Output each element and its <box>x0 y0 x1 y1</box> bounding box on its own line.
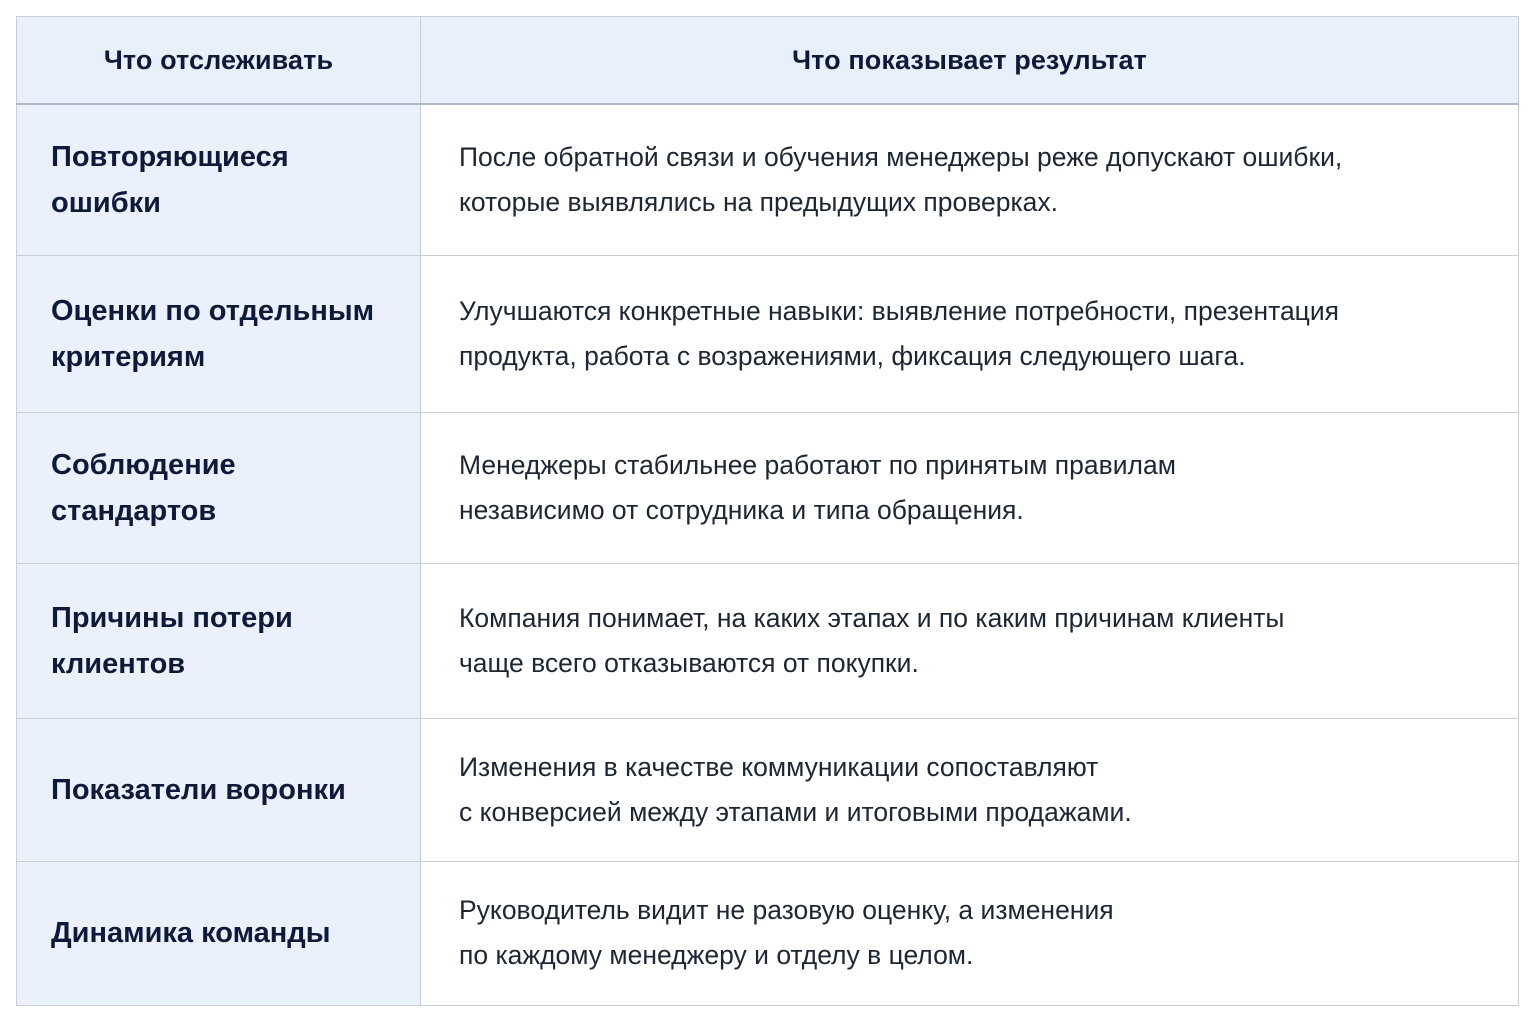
criterion-line: критериям <box>51 340 206 373</box>
criterion-line: ошибки <box>51 186 161 219</box>
result-line: Руководитель видит не разовую оценку, а изменения <box>459 895 1114 925</box>
table-row <box>17 412 1519 563</box>
result-line: После обратной связи и обучения менеджеры реже допускают ошибки, <box>459 141 1343 172</box>
result-cell <box>421 412 1519 563</box>
result-line: которые выявлялись на предыдущих проверках. <box>459 186 1058 217</box>
table-row <box>17 255 1519 412</box>
criterion-line: клиентов <box>51 647 186 680</box>
result-line: по каждому менеджеру и отделу в целом. <box>459 940 974 970</box>
criterion-line: Причины потери <box>51 601 293 634</box>
table-row <box>17 104 1519 255</box>
header-what-to-track: Что отслеживать <box>17 17 421 105</box>
criterion-cell <box>17 563 421 718</box>
table-row <box>17 563 1519 718</box>
result-line: чаще всего отказываются от покупки. <box>459 647 919 678</box>
criterion-cell <box>17 412 421 563</box>
criterion-cell <box>17 718 421 861</box>
criterion-line: стандартов <box>51 494 217 527</box>
result-line: с конверсией между этапами и итоговыми продажами. <box>459 796 1132 827</box>
table-header-row <box>17 17 1519 105</box>
header-what-result-shows: Что показывает результат <box>421 17 1519 105</box>
result-cell <box>421 255 1519 412</box>
table-row <box>17 718 1519 861</box>
result-cell <box>421 104 1519 255</box>
result-line: Компания понимает, на каких этапах и по каким причинам клиенты <box>459 602 1285 633</box>
result-line: независимо от сотрудника и типа обращения. <box>459 494 1024 525</box>
criterion-line: Соблюдение <box>51 448 236 481</box>
result-cell <box>421 563 1519 718</box>
criterion-line: Оценки по отдельным <box>51 294 375 327</box>
criterion-cell <box>17 104 421 255</box>
result-line: продукта, работа с возражениями, фиксация следующего шага. <box>459 340 1246 371</box>
criterion-line: Показатели воронки <box>51 773 346 806</box>
criterion-cell <box>17 255 421 412</box>
table-row <box>17 861 1519 1005</box>
result-line: Изменения в качестве коммуникации сопоставляют <box>459 751 1099 782</box>
result-line: Улучшаются конкретные навыки: выявление потребности, презентация <box>459 295 1340 326</box>
tracking-results-table <box>16 16 1519 1006</box>
result-line: Менеджеры стабильнее работают по принятым правилам <box>459 449 1176 480</box>
criterion-line: Динамика команды <box>51 917 331 949</box>
result-cell <box>421 861 1519 1005</box>
criterion-cell <box>17 861 421 1005</box>
result-cell <box>421 718 1519 861</box>
criterion-line: Повторяющиеся <box>51 140 289 173</box>
